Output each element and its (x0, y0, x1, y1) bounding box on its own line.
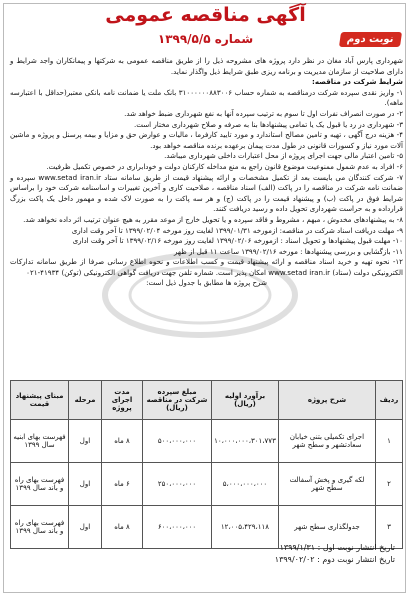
cell-project-desc: جدولگذاری سطح شهر (279, 506, 376, 549)
condition-item: ۵- تامین اعتبار مالی جهت اجرای پروژه از محل اعتبارات داخلی شهرداری میباشد. (164, 151, 403, 161)
second-publication-date: تاریخ انتشار نوبت دوم : ۱۳۹۹/۰۲/۰۲ (274, 555, 395, 564)
first-publication-date: تاریخ انتشار نوبت اول : ۱۳۹۹/۱/۳۱ (279, 543, 395, 552)
table-header-row (11, 381, 403, 420)
cell-stage: اول (69, 420, 102, 463)
col-row-number: ردیف (376, 381, 403, 420)
table-row (11, 420, 403, 463)
condition-item: ۱۱- بازگشایی و بررسی پیشنهادها : مورخه ۱۳۹۹/۰۲/۱۶ ساعت ۱۱ قبل از ظهر (173, 246, 403, 256)
cell-deposit: ۶۰۰،۰۰۰،۰۰۰ (143, 506, 212, 549)
condition-item: ۸- به پیشنهادهای مخدوش ، مبهم ، مشروط و فاقد سپرده و یا تحویل خارج از موعد مقرر به هیچ عنوان ترتیب اثر داده نخواهد شد. (23, 214, 403, 224)
col-price-basis: مبنای پیشنهاد قیمت (11, 381, 69, 420)
table-row (11, 463, 403, 506)
cell-duration: ۸ ماه (102, 506, 143, 549)
cell-deposit: ۲۵۰،۰۰۰،۰۰۰ (143, 463, 212, 506)
cell-price-basis: فهرست بهای راه و باند سال ۱۳۹۹ (11, 463, 69, 506)
notice-header (0, 4, 411, 34)
cell-estimate: ۱۰،۰۰۰،۰۰۰،۳۰۱،۷۷۳ (212, 420, 279, 463)
condition-item: ۳- شهرداری در رد یا قبول یک یا تمامی پیشنهادها بنا به صرفه و صلاح شهرداری مختار است. (133, 119, 403, 129)
condition-item: ۶- افراد به عدم شمول ممنوعیت موضوع قانون راجع به منع مداخله کارکنان دولت و خودابراری در خصوص تکمیل ظرفیت. (46, 161, 403, 171)
condition-item: ۱- واریز نقدی سپرده شرکت درمناقصه به شماره حساب ۳۱۰۰۰۰۰۰۸۸۳۰۰۶ بانک ملت یا ضمانت نامه بانکی معتبر(حداقل با اعتبارسه ماهه). (10, 87, 403, 108)
notice-number: شماره ۱۳۹۹/۵/۵ (157, 32, 254, 46)
col-deposit: مبلغ سپرده شرکت در مناقصه (ریال) (143, 381, 212, 420)
cell-row-number: ۳ (376, 506, 403, 549)
projects-table (10, 380, 403, 549)
notice-subheader (0, 32, 411, 52)
cell-project-desc: لکه گیری و پخش آسفالت سطح شهر (279, 463, 376, 506)
cell-estimate: ۵،۰۰۰،۰۰۰،۰۰۰ (212, 463, 279, 506)
condition-item: ۱۲- نحوه تهیه و خرید اسناد مناقصه و ارائه پیشنهاد قیمت و کسب اطلاعات و نحوه اطلاع رسانی صرفا از طریق سامانه تدارکات الکترونیکی دولت (ستاد) www.setad iran.ir امکان پذیر است. شماره تلفن جهت دریافت گواهی الکترونیکی (توکن) ۴۱۹۳۴-۰۲۱ (10, 257, 403, 277)
round-badge: نوبت دوم (339, 32, 402, 47)
projects-table-wrap (10, 380, 403, 549)
cell-project-desc: اجرای تکمیلی بتنی خیابان سعادتشهر و سطح شهر (279, 420, 376, 463)
cell-price-basis: فهرست بهای راه و باند سال ۱۳۹۹ (11, 506, 69, 549)
col-estimate: برآورد اولیه (ریال) (212, 381, 279, 420)
condition-item: ۹- مهلت دریافت اسناد شرکت در مناقصه: ازمورخه ۱۳۹۹/۰۱/۳۱ لغایت روز مورخه ۱۳۹۹/۰۲/۰۴ تا آخر وقت اداری (71, 225, 403, 235)
cell-duration: ۶ ماه (102, 463, 143, 506)
cell-estimate: ۱۲،۰۰۵،۴۲۹،۱۱۸ (212, 506, 279, 549)
cell-duration: ۸ ماه (102, 420, 143, 463)
cell-row-number: ۱ (376, 420, 403, 463)
cell-stage: اول (69, 506, 102, 549)
conditions-title: شرایط شرکت در مناقصه: (312, 77, 403, 87)
condition-item: ۲- در صورت انصراف نفرات اول تا سوم به ترتیب سپرده آنها به نفع شهرداری ضبط خواهد شد. (124, 108, 403, 118)
notice-body (10, 56, 403, 289)
intro-paragraph: شهرداری پارس آباد مغان در نظر دارد پروژه های مشروحه ذیل را از طریق مناقصه عمومی به شرکتها و پیمانکاران واجد شرایط و دارای صلاحیت از سازمان مدیریت و برنامه ریزی طبق شرایط ذیل واگذار نماید. (10, 56, 403, 76)
publication-dates (275, 542, 395, 566)
notice-title: آگهی مناقصه عمومی (105, 4, 306, 26)
condition-item: ۷- شرکت کنندگان می بایست بعد از تکمیل مشخصات و ارائه پیشنهاد قیمت از طریق سامانه ستاد www.setad iran.ir سپرده و ضمانت نامه شرکت در مناقصه را در پاکت (الف) اسناد مناقصه ، صلاحیت کاری و آخرین تغییرات و اساسنامه شرکت خود را براساس شرایط فوق در پاکت (ب) و پیشنهاد قیمت را در پاکت (ج) و هر سه پاکت را به صورت لاک شده و مهمور داخل یک پاکت بزرگ قرارداده و به حراست شهرداری تحویل داده و رسید دریافت کنند. (10, 172, 404, 214)
col-duration: مدت اجرای پروژه (102, 381, 143, 420)
cell-stage: اول (69, 463, 102, 506)
col-stage: مرحله (69, 381, 102, 420)
condition-item: ۱۰- مهلت قبول پیشنهادها و تحویل اسناد : ازمورخه ۱۳۹۹/۰۲/۰۶ لغایت روز مورخه ۱۳۹۹/۰۲/۱۶ تا آخر وقت اداری (72, 236, 403, 246)
cell-price-basis: فهرست بهای ابنیه سال ۱۳۹۹ (11, 420, 69, 463)
cell-deposit: ۵۰۰،۰۰۰،۰۰۰ (143, 420, 212, 463)
col-project-desc: شرح پروژه (279, 381, 376, 420)
table-caption: شرح پروژه ها مطابق با جدول ذیل است: (146, 278, 267, 288)
cell-row-number: ۲ (376, 463, 403, 506)
condition-item: ۴- هزینه درج آگهی ، تهیه و تامین مصالح استاندارد و مورد تایید کارفرما ، مالیات و عوارض حق و مزایا و بیمه پرسنل و پروژه و ماشین آلات مورد نیاز و کسورات قانونی در طول مدت پیمان برعهده برنده مناقصه خواهد بود. (10, 130, 403, 150)
